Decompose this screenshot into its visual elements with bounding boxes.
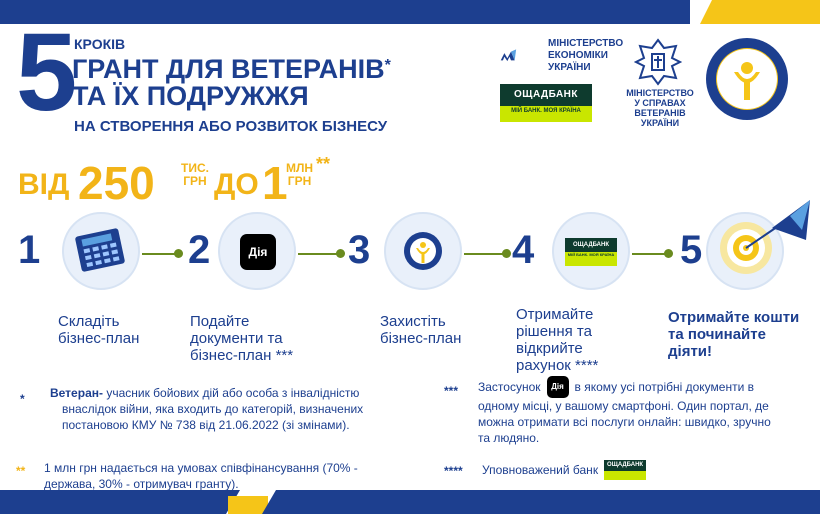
minvet-emblem-icon — [634, 38, 682, 86]
amount-from-unit — [181, 162, 209, 188]
label-line: рахунок **** — [516, 357, 599, 374]
note-text: Застосунок — [478, 380, 541, 394]
connector-2-3 — [298, 253, 338, 255]
mineco-name: МІНІСТЕРСТВО ЕКОНОМІКИ УКРАЇНИ — [548, 38, 624, 73]
label-line: відкрийте — [516, 340, 583, 357]
page-title-line2: ТА ЇХ ПОДРУЖЖЯ — [72, 81, 309, 111]
label-line: бізнес-план — [380, 330, 462, 347]
steps-word: КРОКІВ — [74, 36, 126, 52]
note-mark: * — [20, 392, 25, 406]
connector-3-4 — [464, 253, 504, 255]
note-text: Уповноважений банк — [482, 463, 599, 477]
note-cofinancing — [44, 460, 384, 492]
employment-service-emblem-icon — [716, 48, 778, 110]
note-line: одному місці, у вашому смартфоні. Один портал, де — [478, 399, 769, 413]
top-blue-bar — [0, 0, 690, 24]
title-footnote-mark: * — [384, 57, 391, 74]
note-veteran — [50, 385, 390, 433]
note-text: в якому усі потрібні документи в — [574, 380, 754, 394]
grant-amount — [18, 152, 348, 212]
top-yellow-bar — [700, 0, 820, 24]
note-mark: **** — [444, 464, 463, 478]
unit-top: ТИС. — [181, 161, 209, 175]
note-bold-term: Ветеран- — [50, 386, 103, 400]
note-line: держава, 30% - отримувач гранту). — [44, 477, 239, 491]
step-5-number: 5 — [680, 228, 703, 272]
note-mark: *** — [444, 384, 459, 398]
amount-from-word: ВІД — [18, 168, 70, 201]
step-2-label — [190, 313, 293, 364]
label-line: рішення та — [516, 323, 592, 340]
bottom-yellow-bar — [228, 496, 268, 514]
oshchadbank-name: ОЩАДБАНК — [500, 84, 592, 106]
unit-bottom: ГРН — [183, 174, 207, 188]
note-line — [478, 376, 798, 398]
label-line: діяти! — [668, 343, 713, 360]
amount-to-unit — [286, 162, 313, 188]
note-line: можна отримати всі послуги онлайн: швидко, зручно — [478, 415, 771, 429]
diia-app-icon: Дія — [547, 376, 569, 398]
label-line: Захистіть — [380, 313, 446, 330]
unit-top: МЛН — [286, 161, 314, 175]
mineco-logo — [500, 38, 544, 74]
step-1-label — [58, 313, 139, 347]
label-line: Складіть — [58, 313, 120, 330]
note-line: постановою КМУ № 738 від 21.06.2022 (зі змінами). — [62, 418, 350, 432]
target-icon — [706, 196, 816, 286]
note-line — [50, 385, 390, 401]
steps-count: 5 — [16, 11, 76, 134]
oshchadbank-icon — [604, 460, 646, 480]
note-diia — [478, 376, 798, 446]
connector-dot — [664, 249, 673, 258]
step-2-number: 2 — [188, 228, 211, 272]
amount-to-word: ДО — [214, 168, 259, 201]
oshchadbank-icon-name: ОЩАДБАНК — [565, 238, 617, 252]
note-line: внаслідок війни, яка входить до категорій, визначених — [62, 402, 364, 416]
label-line: документи та — [190, 330, 283, 347]
page-subtitle: НА СТВОРЕННЯ АБО РОЗВИТОК БІЗНЕСУ — [74, 118, 388, 135]
note-bank — [482, 460, 646, 480]
note-line: 1 млн грн надається на умовах співфінансування (70% - — [44, 461, 358, 475]
connector-1-2 — [142, 253, 176, 255]
note-line: та людяно. — [478, 431, 540, 445]
connector-dot — [174, 249, 183, 258]
bottom-blue-bar-right — [262, 490, 820, 514]
employment-service-icon — [403, 231, 443, 271]
oshchadbank-icon — [565, 238, 617, 266]
minvet-name: МІНІСТЕРСТВО У СПРАВАХ ВЕТЕРАНІВ УКРАЇНИ — [626, 88, 694, 128]
label-line: Отримайте — [516, 306, 594, 323]
page-title-line1 — [72, 52, 391, 83]
bottom-blue-bar-left — [0, 490, 240, 514]
connector-4-5 — [632, 253, 666, 255]
amount-to-value: 1 — [262, 157, 288, 209]
connector-dot — [336, 249, 345, 258]
oshchadbank-icon-name: ОЩАДБАНК — [604, 460, 646, 471]
label-line: бізнес-план *** — [190, 347, 294, 364]
step-1-number: 1 — [18, 228, 41, 272]
label-line: бізнес-план — [58, 330, 140, 347]
label-line: Отримайте кошти — [668, 309, 800, 326]
oshchadbank-tagline: МІЙ БАНК. МОЯ КРАЇНА — [511, 108, 581, 114]
label-line: Подайте — [190, 313, 250, 330]
note-text: учасник бойових дій або особа з інвалідністю — [106, 386, 360, 400]
amount-from-value: 250 — [78, 157, 155, 209]
step-5-label — [668, 309, 799, 360]
step-3-label — [380, 313, 461, 347]
label-line: та починайте — [668, 326, 766, 343]
diia-app-icon: Дія — [240, 234, 276, 270]
step-3-number: 3 — [348, 228, 371, 272]
title-text: ГРАНТ ДЛЯ ВЕТЕРАНІВ — [72, 54, 385, 84]
step-4-number: 4 — [512, 228, 535, 272]
amount-footnote-mark: ** — [316, 154, 331, 174]
note-mark: ** — [16, 464, 26, 478]
step-4-label — [516, 306, 598, 374]
unit-bottom: ГРН — [287, 174, 312, 188]
calculator-icon — [72, 228, 132, 276]
connector-dot — [502, 249, 511, 258]
oshchadbank-icon-tagline: МІЙ БАНК. МОЯ КРАЇНА — [567, 252, 615, 257]
